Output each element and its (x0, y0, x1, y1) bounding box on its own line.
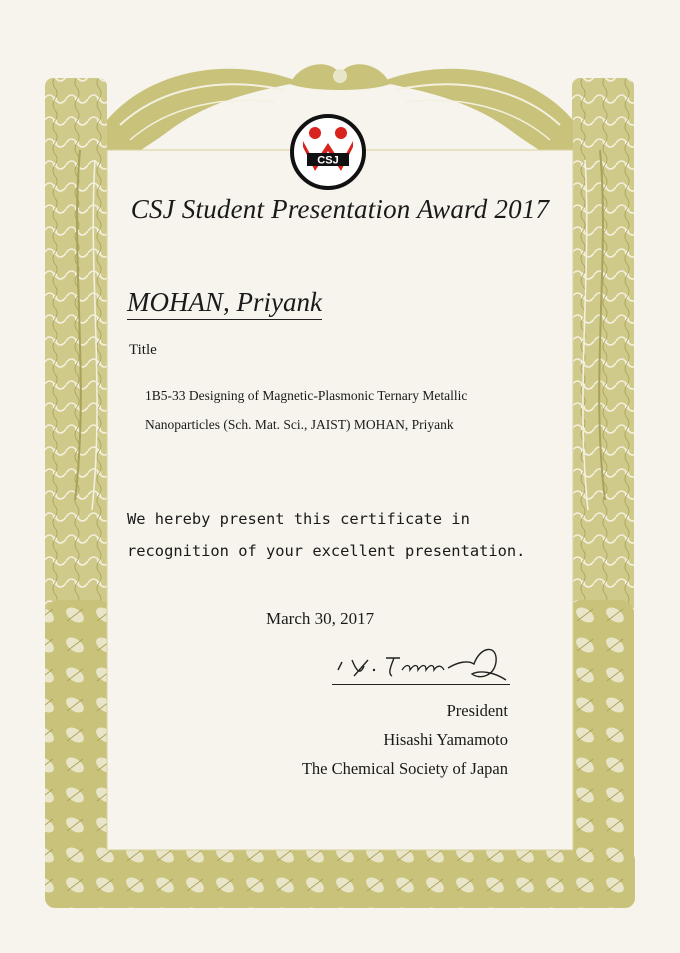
logo-text: CSJ (317, 154, 339, 167)
presentation-title-line-1: 1B5-33 Designing of Magnetic-Plasmonic Ternary Metallic (145, 388, 468, 403)
csj-logo (289, 113, 367, 191)
award-title: CSJ Student Presentation Award 2017 (130, 194, 550, 224)
signatory-block (302, 696, 508, 783)
recipient-name: MOHAN, Priyank (127, 286, 322, 320)
presentation-title-line-2: Nanoparticles (Sch. Mat. Sci., JAIST) MOHAN, Priyank (145, 417, 454, 432)
recognition-line-1: We hereby present this certificate in (127, 510, 470, 528)
presentation-title (145, 381, 537, 439)
award-date: March 30, 2017 (266, 609, 375, 628)
signer-position: President (446, 701, 508, 720)
recognition-line-2: recognition of your excellent presentation. (127, 542, 526, 560)
signature-line (332, 684, 510, 685)
signer-name: Hisashi Yamamoto (383, 730, 508, 749)
signature (330, 640, 510, 686)
organization-name: The Chemical Society of Japan (301, 759, 508, 778)
title-label: Title (129, 342, 157, 358)
recognition-statement (127, 503, 547, 567)
